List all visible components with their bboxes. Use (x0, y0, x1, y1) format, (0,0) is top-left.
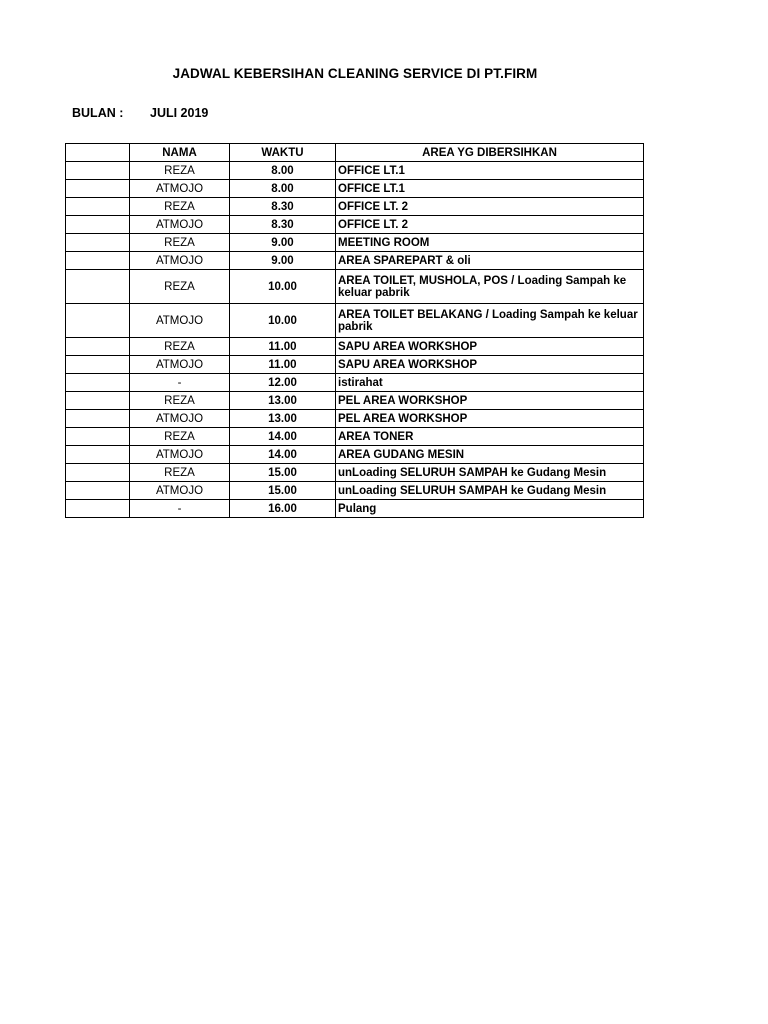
row-area-cell: AREA SPAREPART & oli (336, 252, 644, 270)
row-name-cell: REZA (130, 270, 230, 304)
row-blank-cell (66, 428, 130, 446)
row-name-cell: ATMOJO (130, 356, 230, 374)
table-row (66, 410, 644, 428)
row-blank-cell (66, 252, 130, 270)
table-row (66, 252, 644, 270)
table-row (66, 270, 644, 304)
row-blank-cell (66, 464, 130, 482)
row-time-cell: 16.00 (230, 500, 336, 518)
table-row (66, 198, 644, 216)
table-row (66, 500, 644, 518)
row-time-cell: 9.00 (230, 234, 336, 252)
table-row (66, 392, 644, 410)
row-area-cell: SAPU AREA WORKSHOP (336, 356, 644, 374)
row-time-cell: 9.00 (230, 252, 336, 270)
row-name-cell: ATMOJO (130, 252, 230, 270)
row-blank-cell (66, 198, 130, 216)
row-time-cell: 14.00 (230, 446, 336, 464)
row-time-cell: 11.00 (230, 338, 336, 356)
table-row (66, 428, 644, 446)
month-value: JULI 2019 (150, 106, 209, 120)
cleaning-schedule-table (65, 143, 644, 518)
row-name-cell: REZA (130, 464, 230, 482)
row-area-cell: OFFICE LT.1 (336, 180, 644, 198)
table-row (66, 304, 644, 338)
row-time-cell: 15.00 (230, 482, 336, 500)
table-row (66, 162, 644, 180)
row-time-cell: 8.00 (230, 162, 336, 180)
row-blank-cell (66, 482, 130, 500)
row-name-cell: REZA (130, 428, 230, 446)
row-name-cell: ATMOJO (130, 304, 230, 338)
row-time-cell: 15.00 (230, 464, 336, 482)
row-blank-cell (66, 180, 130, 198)
table-row (66, 338, 644, 356)
row-name-cell: - (130, 500, 230, 518)
row-time-cell: 8.30 (230, 198, 336, 216)
row-blank-cell (66, 162, 130, 180)
month-label: BULAN : (72, 106, 124, 120)
row-area-cell: AREA TOILET, MUSHOLA, POS / Loading Sampah ke keluar pabrik (336, 270, 644, 304)
row-area-cell: AREA TONER (336, 428, 644, 446)
header-time: WAKTU (230, 144, 336, 162)
row-blank-cell (66, 234, 130, 252)
row-name-cell: ATMOJO (130, 216, 230, 234)
row-name-cell: REZA (130, 338, 230, 356)
row-time-cell: 10.00 (230, 270, 336, 304)
row-time-cell: 13.00 (230, 392, 336, 410)
table-row (66, 374, 644, 392)
row-area-cell: AREA GUDANG MESIN (336, 446, 644, 464)
table-row (66, 446, 644, 464)
row-time-cell: 12.00 (230, 374, 336, 392)
row-name-cell: - (130, 374, 230, 392)
row-area-cell: OFFICE LT. 2 (336, 198, 644, 216)
row-time-cell: 8.00 (230, 180, 336, 198)
row-blank-cell (66, 410, 130, 428)
row-blank-cell (66, 216, 130, 234)
table-body (66, 162, 644, 518)
row-name-cell: REZA (130, 162, 230, 180)
table-row (66, 464, 644, 482)
header-area: AREA YG DIBERSIHKAN (336, 144, 644, 162)
row-name-cell: ATMOJO (130, 180, 230, 198)
row-area-cell: Pulang (336, 500, 644, 518)
row-blank-cell (66, 338, 130, 356)
table-row (66, 482, 644, 500)
row-blank-cell (66, 392, 130, 410)
header-name: NAMA (130, 144, 230, 162)
row-area-cell: PEL AREA WORKSHOP (336, 410, 644, 428)
row-area-cell: OFFICE LT. 2 (336, 216, 644, 234)
row-time-cell: 10.00 (230, 304, 336, 338)
row-blank-cell (66, 374, 130, 392)
row-area-cell: MEETING ROOM (336, 234, 644, 252)
row-area-cell: SAPU AREA WORKSHOP (336, 338, 644, 356)
row-blank-cell (66, 304, 130, 338)
row-area-cell: unLoading SELURUH SAMPAH ke Gudang Mesin (336, 482, 644, 500)
row-name-cell: REZA (130, 234, 230, 252)
table-row (66, 356, 644, 374)
row-time-cell: 14.00 (230, 428, 336, 446)
row-blank-cell (66, 270, 130, 304)
row-area-cell: OFFICE LT.1 (336, 162, 644, 180)
row-area-cell: istirahat (336, 374, 644, 392)
row-time-cell: 11.00 (230, 356, 336, 374)
row-name-cell: REZA (130, 392, 230, 410)
table-row (66, 234, 644, 252)
row-name-cell: ATMOJO (130, 482, 230, 500)
row-name-cell: ATMOJO (130, 410, 230, 428)
row-blank-cell (66, 356, 130, 374)
row-time-cell: 8.30 (230, 216, 336, 234)
row-name-cell: ATMOJO (130, 446, 230, 464)
row-name-cell: REZA (130, 198, 230, 216)
document-title: JADWAL KEBERSIHAN CLEANING SERVICE DI PT.FIRM (172, 66, 538, 81)
table-row (66, 216, 644, 234)
row-blank-cell (66, 500, 130, 518)
table-row (66, 180, 644, 198)
row-area-cell: AREA TOILET BELAKANG / Loading Sampah ke keluar pabrik (336, 304, 644, 338)
row-area-cell: unLoading SELURUH SAMPAH ke Gudang Mesin (336, 464, 644, 482)
header-blank (66, 144, 130, 162)
row-area-cell: PEL AREA WORKSHOP (336, 392, 644, 410)
table-header-row (66, 144, 644, 162)
row-time-cell: 13.00 (230, 410, 336, 428)
row-blank-cell (66, 446, 130, 464)
